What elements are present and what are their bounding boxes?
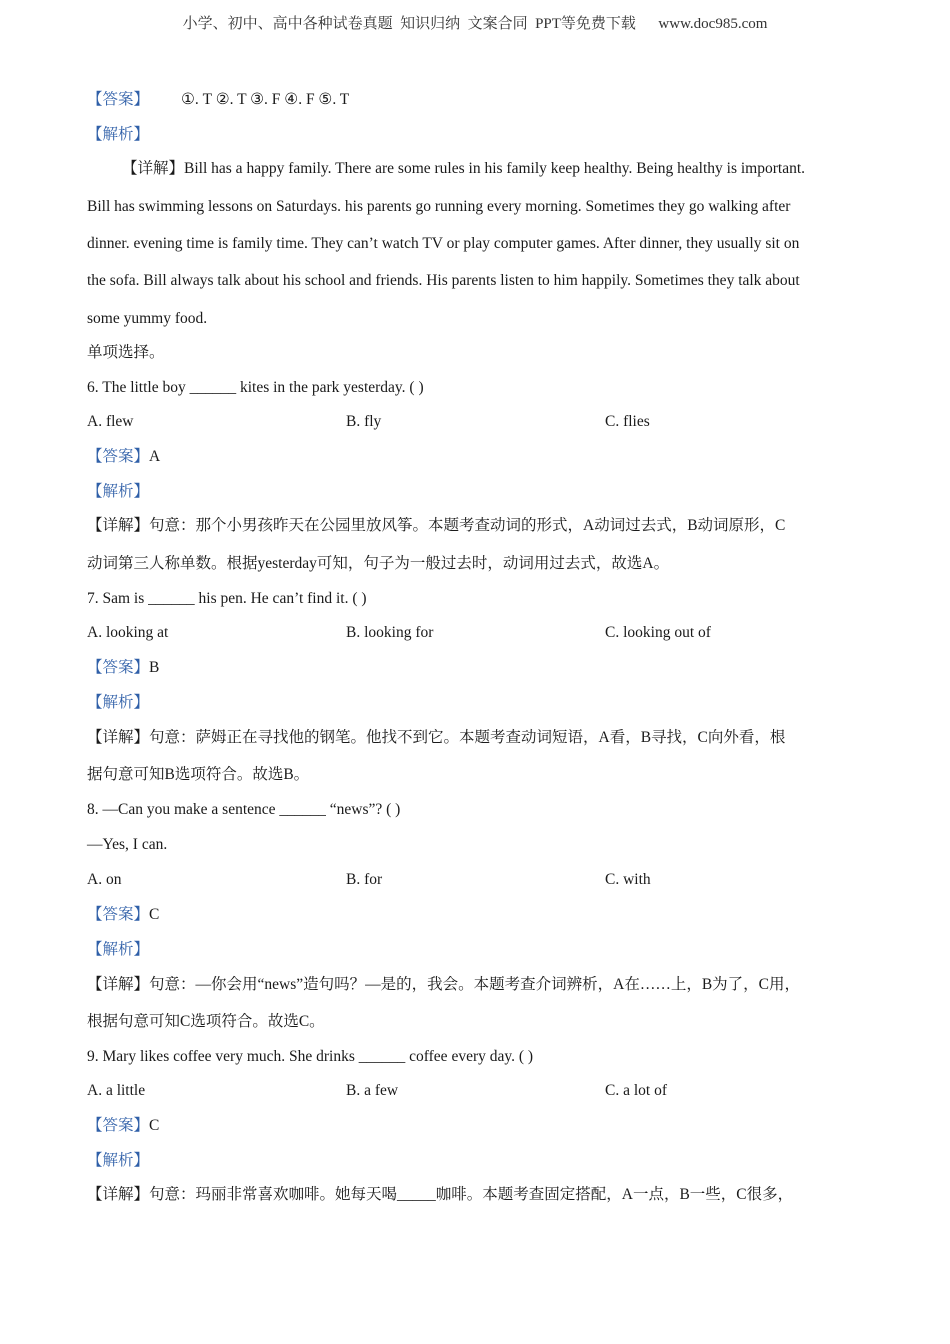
question-7-option-a: A. looking at xyxy=(87,624,169,641)
question-7-stem: 7. Sam is ______ his pen. He can’t find it. ( ) xyxy=(87,590,367,607)
question-6-stem: 6. The little boy ______ kites in the park yesterday. ( ) xyxy=(87,379,424,396)
question-8-reply: —Yes, I can. xyxy=(87,836,168,853)
q5-detail-line-3: dinner. evening time is family time. They can’t watch TV or play computer games. After dinner, they usually sit on xyxy=(87,235,800,252)
question-6-option-a: A. flew xyxy=(87,413,134,430)
question-6-answer: 【答案】A xyxy=(87,448,161,465)
question-8-option-c: C. with xyxy=(605,871,651,888)
question-9-option-b: B. a few xyxy=(346,1082,399,1099)
question-8-analysis-label: 【解析】 xyxy=(87,941,150,958)
question-6-detail-line-1: 【详解】句意：那个小男孩昨天在公园里放风筝。本题考查动词的形式，A动词过去式，B动词原形，C xyxy=(87,517,786,534)
detail-label: 【详解】 xyxy=(122,160,185,177)
q5-answers: ①. T ②. T ③. F ④. F ⑤. T xyxy=(181,91,350,108)
q5-detail-line-1: 【详解】Bill has a happy family. There are some rules in his family keep healthy. Being healthy is important. xyxy=(122,160,806,177)
question-7-detail-line-2: 据句意可知B选项符合。故选B。 xyxy=(87,766,310,783)
question-8-option-b: B. for xyxy=(346,871,383,888)
question-9-analysis-label: 【解析】 xyxy=(87,1152,150,1169)
question-7-analysis-label: 【解析】 xyxy=(87,694,150,711)
section-title: 单项选择。 xyxy=(87,344,165,361)
question-8-detail-line-1: 【详解】句意：—你会用“news”造句吗？—是的，我会。本题考查介词辨析，A在……上，B为了，C用， xyxy=(87,976,801,993)
q5-detail-line-5: some yummy food. xyxy=(87,310,208,327)
question-7-option-c: C. looking out of xyxy=(605,624,711,641)
question-6-option-c: C. flies xyxy=(605,413,650,430)
question-8-option-a: A. on xyxy=(87,871,122,888)
question-9-answer: 【答案】C xyxy=(87,1117,160,1134)
question-9-detail-line-1: 【详解】句意：玛丽非常喜欢咖啡。她每天喝_____咖啡。本题考查固定搭配，A一点，B一些，C很多， xyxy=(87,1186,794,1203)
question-6-option-b: B. fly xyxy=(346,413,382,430)
q5-detail-line-4: the sofa. Bill always talk about his school and friends. His parents listen to him happily. Sometimes they talk about xyxy=(87,272,800,289)
question-8-stem: 8. —Can you make a sentence ______ “news”? ( ) xyxy=(87,801,401,818)
question-8-answer: 【答案】C xyxy=(87,906,160,923)
analysis-label: 【解析】 xyxy=(87,126,150,143)
page-header: 小学、初中、高中各种试卷真题 知识归纳 文案合同 PPT等免费下载 www.doc985.com xyxy=(182,16,768,32)
question-8-detail-line-2: 根据句意可知C选项符合。故选C。 xyxy=(87,1013,325,1030)
question-6-detail-line-2: 动词第三人称单数。根据yesterday可知，句子为一般过去时，动词用过去式，故选A。 xyxy=(87,555,670,572)
question-9-stem: 9. Mary likes coffee very much. She drinks ______ coffee every day. ( ) xyxy=(87,1048,534,1065)
question-9-option-a: A. a little xyxy=(87,1082,146,1099)
q5-answer-row xyxy=(87,90,349,110)
question-6-analysis-label: 【解析】 xyxy=(87,483,150,500)
question-9-option-c: C. a lot of xyxy=(605,1082,667,1099)
answer-label: 【答案】 xyxy=(87,91,150,108)
q5-detail-line-2: Bill has swimming lessons on Saturdays. his parents go running every morning. Sometimes they go walking after xyxy=(87,198,791,215)
question-7-detail-line-1: 【详解】句意：萨姆正在寻找他的钢笔。他找不到它。本题考查动词短语，A看，B寻找，C向外看，根 xyxy=(87,729,786,746)
question-7-answer: 【答案】B xyxy=(87,659,160,676)
question-7-option-b: B. looking for xyxy=(346,624,434,641)
